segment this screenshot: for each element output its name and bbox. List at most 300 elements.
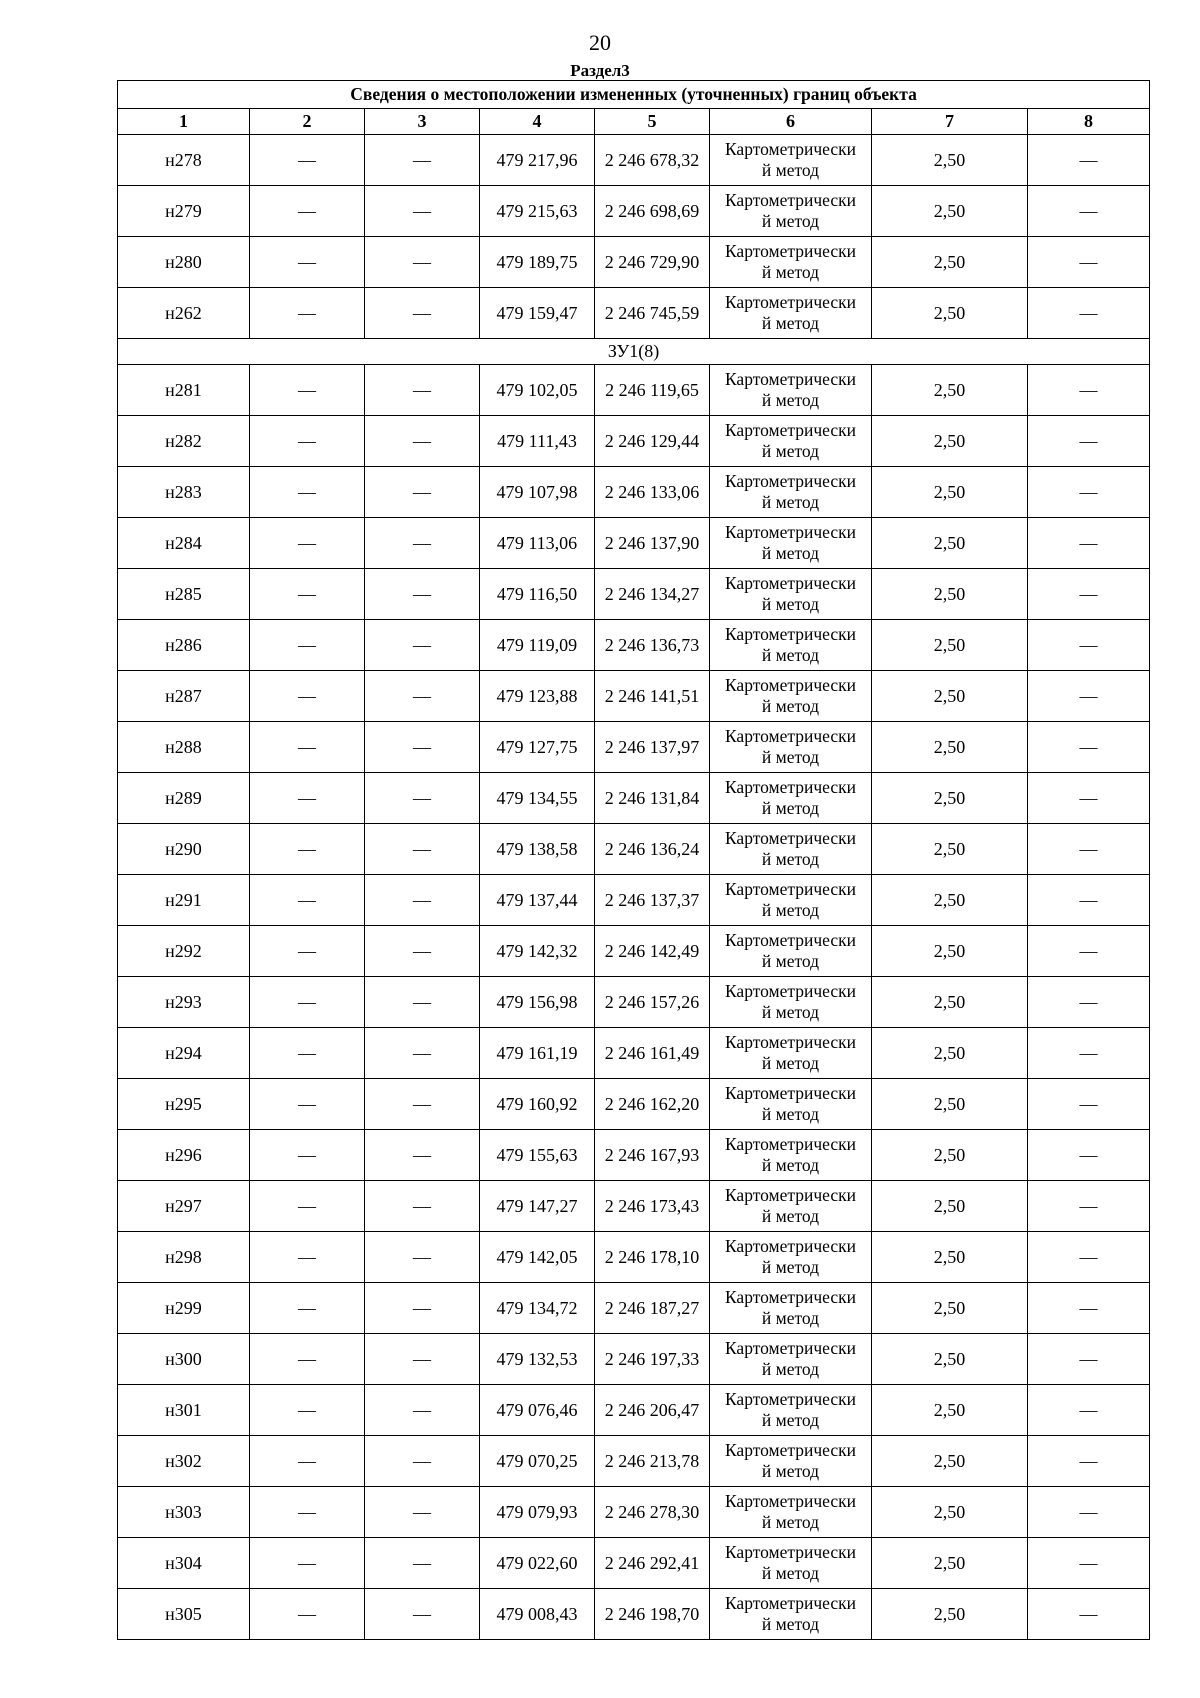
coordinate-x: 479 070,25 [480, 1436, 595, 1487]
table-row [118, 977, 1150, 1028]
method [710, 1334, 872, 1385]
coordinate-x: 479 189,75 [480, 237, 595, 288]
coordinate-y: 2 246 142,49 [595, 926, 710, 977]
cell-col-3: — [365, 1181, 480, 1232]
cell-col-3: — [365, 1028, 480, 1079]
method-line: й метод [761, 1461, 820, 1481]
cell-col-8: — [1028, 1334, 1150, 1385]
cell-col-2: — [250, 1181, 365, 1232]
method-line: й метод [761, 798, 820, 818]
coordinate-y: 2 246 137,97 [595, 722, 710, 773]
coordinate-y: 2 246 131,84 [595, 773, 710, 824]
point-name: н299 [118, 1283, 250, 1334]
point-name: н298 [118, 1232, 250, 1283]
cell-col-3: — [365, 671, 480, 722]
cell-col-2: — [250, 824, 365, 875]
coordinate-y: 2 246 167,93 [595, 1130, 710, 1181]
accuracy: 2,50 [872, 1232, 1028, 1283]
coordinate-y: 2 246 745,59 [595, 288, 710, 339]
coordinate-x: 479 137,44 [480, 875, 595, 926]
coordinate-x: 479 132,53 [480, 1334, 595, 1385]
method-line: й метод [761, 849, 820, 869]
method [710, 671, 872, 722]
table-row [118, 671, 1150, 722]
coordinate-x: 479 156,98 [480, 977, 595, 1028]
method-line: й метод [761, 645, 820, 665]
method [710, 773, 872, 824]
cell-col-3: — [365, 977, 480, 1028]
column-header: 8 [1028, 109, 1150, 135]
column-header-row [118, 109, 1150, 135]
group-row [118, 339, 1150, 365]
coordinates-table [117, 80, 1150, 1640]
cell-col-2: — [250, 875, 365, 926]
method-line: Картометрически [724, 420, 857, 440]
method-line: Картометрически [724, 981, 857, 1001]
table-row [118, 467, 1150, 518]
accuracy: 2,50 [872, 416, 1028, 467]
method [710, 1130, 872, 1181]
accuracy: 2,50 [872, 773, 1028, 824]
method [710, 875, 872, 926]
table-row [118, 1181, 1150, 1232]
cell-col-3: — [365, 824, 480, 875]
method [710, 1385, 872, 1436]
method-line: Картометрически [724, 1542, 857, 1562]
table-row [118, 1079, 1150, 1130]
coordinate-x: 479 123,88 [480, 671, 595, 722]
point-name: н287 [118, 671, 250, 722]
coordinate-x: 479 008,43 [480, 1589, 595, 1640]
coordinate-x: 479 160,92 [480, 1079, 595, 1130]
cell-col-3: — [365, 1283, 480, 1334]
coordinate-x: 479 107,98 [480, 467, 595, 518]
table-caption: Сведения о местоположении измененных (уточненных) границ объекта [118, 81, 1150, 109]
coordinate-y: 2 246 162,20 [595, 1079, 710, 1130]
method [710, 288, 872, 339]
cell-col-2: — [250, 1487, 365, 1538]
point-name: н279 [118, 186, 250, 237]
cell-col-3: — [365, 1385, 480, 1436]
coordinate-y: 2 246 198,70 [595, 1589, 710, 1640]
method-line: й метод [761, 262, 820, 282]
table-row [118, 1130, 1150, 1181]
point-name: н304 [118, 1538, 250, 1589]
accuracy: 2,50 [872, 875, 1028, 926]
accuracy: 2,50 [872, 237, 1028, 288]
method [710, 518, 872, 569]
cell-col-2: — [250, 926, 365, 977]
cell-col-8: — [1028, 1130, 1150, 1181]
method-line: й метод [761, 1002, 820, 1022]
coordinate-y: 2 246 173,43 [595, 1181, 710, 1232]
method-line: й метод [761, 1257, 820, 1277]
accuracy: 2,50 [872, 1283, 1028, 1334]
cell-col-3: — [365, 620, 480, 671]
table-row [118, 1538, 1150, 1589]
cell-col-8: — [1028, 135, 1150, 186]
method-line: Картометрически [724, 1389, 857, 1409]
cell-col-3: — [365, 237, 480, 288]
method-line: Картометрически [724, 777, 857, 797]
coordinate-x: 479 161,19 [480, 1028, 595, 1079]
table-row [118, 1436, 1150, 1487]
method-line: й метод [761, 441, 820, 461]
table-row [118, 1385, 1150, 1436]
coordinate-y: 2 246 178,10 [595, 1232, 710, 1283]
method-line: Картометрически [724, 1287, 857, 1307]
method [710, 1028, 872, 1079]
method [710, 569, 872, 620]
method-line: й метод [761, 1359, 820, 1379]
table-row [118, 237, 1150, 288]
table-row [118, 569, 1150, 620]
method-line: й метод [761, 747, 820, 767]
column-header: 2 [250, 109, 365, 135]
coordinate-x: 479 215,63 [480, 186, 595, 237]
column-header: 6 [710, 109, 872, 135]
cell-col-2: — [250, 1283, 365, 1334]
coordinate-x: 479 076,46 [480, 1385, 595, 1436]
cell-col-3: — [365, 1487, 480, 1538]
cell-col-3: — [365, 416, 480, 467]
cell-col-8: — [1028, 824, 1150, 875]
coordinate-y: 2 246 187,27 [595, 1283, 710, 1334]
cell-col-2: — [250, 1589, 365, 1640]
cell-col-8: — [1028, 977, 1150, 1028]
accuracy: 2,50 [872, 671, 1028, 722]
coordinate-y: 2 246 161,49 [595, 1028, 710, 1079]
method-line: Картометрически [724, 471, 857, 491]
method-line: й метод [761, 1410, 820, 1430]
cell-col-3: — [365, 1130, 480, 1181]
table-row [118, 186, 1150, 237]
accuracy: 2,50 [872, 569, 1028, 620]
table-row [118, 722, 1150, 773]
accuracy: 2,50 [872, 824, 1028, 875]
coordinate-y: 2 246 134,27 [595, 569, 710, 620]
accuracy: 2,50 [872, 518, 1028, 569]
coordinate-y: 2 246 197,33 [595, 1334, 710, 1385]
coordinate-x: 479 134,72 [480, 1283, 595, 1334]
accuracy: 2,50 [872, 1130, 1028, 1181]
coordinate-x: 479 116,50 [480, 569, 595, 620]
column-header: 3 [365, 109, 480, 135]
cell-col-8: — [1028, 186, 1150, 237]
method-line: Картометрически [724, 624, 857, 644]
method-line: й метод [761, 160, 820, 180]
cell-col-2: — [250, 135, 365, 186]
accuracy: 2,50 [872, 1334, 1028, 1385]
cell-col-2: — [250, 237, 365, 288]
table-row [118, 1232, 1150, 1283]
cell-col-3: — [365, 135, 480, 186]
group-label: ЗУ1(8) [118, 339, 1150, 365]
cell-col-3: — [365, 1334, 480, 1385]
accuracy: 2,50 [872, 977, 1028, 1028]
method [710, 237, 872, 288]
cell-col-8: — [1028, 1283, 1150, 1334]
coordinate-y: 2 246 136,24 [595, 824, 710, 875]
column-header: 1 [118, 109, 250, 135]
method [710, 416, 872, 467]
method-line: Картометрически [724, 139, 857, 159]
cell-col-3: — [365, 1538, 480, 1589]
coordinate-x: 479 217,96 [480, 135, 595, 186]
method-line: й метод [761, 543, 820, 563]
table-caption-row [118, 81, 1150, 109]
cell-col-8: — [1028, 1589, 1150, 1640]
method-line: Картометрически [724, 879, 857, 899]
cell-col-2: — [250, 416, 365, 467]
method [710, 365, 872, 416]
point-name: н305 [118, 1589, 250, 1640]
cell-col-8: — [1028, 1538, 1150, 1589]
method-line: й метод [761, 211, 820, 231]
point-name: н288 [118, 722, 250, 773]
cell-col-8: — [1028, 416, 1150, 467]
coordinate-y: 2 246 137,90 [595, 518, 710, 569]
point-name: н282 [118, 416, 250, 467]
coordinate-y: 2 246 278,30 [595, 1487, 710, 1538]
table-row [118, 926, 1150, 977]
cell-col-2: — [250, 1232, 365, 1283]
point-name: н284 [118, 518, 250, 569]
method [710, 1538, 872, 1589]
method [710, 1181, 872, 1232]
accuracy: 2,50 [872, 1487, 1028, 1538]
point-name: н301 [118, 1385, 250, 1436]
accuracy: 2,50 [872, 1538, 1028, 1589]
table-row [118, 1589, 1150, 1640]
method-line: Картометрически [724, 1236, 857, 1256]
table-row [118, 1334, 1150, 1385]
method-line: Картометрически [724, 573, 857, 593]
method [710, 1487, 872, 1538]
cell-col-8: — [1028, 1487, 1150, 1538]
table-row [118, 135, 1150, 186]
point-name: н293 [118, 977, 250, 1028]
accuracy: 2,50 [872, 620, 1028, 671]
cell-col-2: — [250, 1334, 365, 1385]
table-row [118, 518, 1150, 569]
cell-col-8: — [1028, 1181, 1150, 1232]
cell-col-8: — [1028, 722, 1150, 773]
cell-col-2: — [250, 365, 365, 416]
accuracy: 2,50 [872, 135, 1028, 186]
cell-col-3: — [365, 1232, 480, 1283]
coordinate-x: 479 127,75 [480, 722, 595, 773]
cell-col-8: — [1028, 1232, 1150, 1283]
coordinate-y: 2 246 136,73 [595, 620, 710, 671]
method-line: Картометрически [724, 1083, 857, 1103]
cell-col-3: — [365, 365, 480, 416]
coordinate-x: 479 159,47 [480, 288, 595, 339]
method-line: Картометрически [724, 930, 857, 950]
cell-col-3: — [365, 1079, 480, 1130]
point-name: н292 [118, 926, 250, 977]
cell-col-3: — [365, 875, 480, 926]
point-name: н300 [118, 1334, 250, 1385]
method-line: й метод [761, 1206, 820, 1226]
coordinate-y: 2 246 119,65 [595, 365, 710, 416]
point-name: н303 [118, 1487, 250, 1538]
cell-col-8: — [1028, 518, 1150, 569]
method-line: Картометрически [724, 1134, 857, 1154]
coordinate-y: 2 246 129,44 [595, 416, 710, 467]
method-line: Картометрически [724, 1032, 857, 1052]
accuracy: 2,50 [872, 1181, 1028, 1232]
table-row [118, 620, 1150, 671]
table-row [118, 365, 1150, 416]
accuracy: 2,50 [872, 722, 1028, 773]
method-line: Картометрически [724, 292, 857, 312]
coordinate-x: 479 142,32 [480, 926, 595, 977]
method-line: й метод [761, 1053, 820, 1073]
method-line: й метод [761, 313, 820, 333]
coordinate-x: 479 022,60 [480, 1538, 595, 1589]
coordinate-x: 479 102,05 [480, 365, 595, 416]
method-line: й метод [761, 900, 820, 920]
method [710, 722, 872, 773]
cell-col-2: — [250, 1079, 365, 1130]
method-line: й метод [761, 1308, 820, 1328]
point-name: н295 [118, 1079, 250, 1130]
cell-col-3: — [365, 773, 480, 824]
method-line: Картометрически [724, 190, 857, 210]
cell-col-3: — [365, 1436, 480, 1487]
cell-col-3: — [365, 926, 480, 977]
cell-col-8: — [1028, 237, 1150, 288]
method [710, 467, 872, 518]
method [710, 186, 872, 237]
cell-col-2: — [250, 569, 365, 620]
table-body [118, 81, 1150, 1640]
accuracy: 2,50 [872, 1385, 1028, 1436]
method-line: й метод [761, 594, 820, 614]
cell-col-3: — [365, 1589, 480, 1640]
coordinate-y: 2 246 157,26 [595, 977, 710, 1028]
cell-col-2: — [250, 186, 365, 237]
coordinate-x: 479 134,55 [480, 773, 595, 824]
cell-col-3: — [365, 186, 480, 237]
cell-col-8: — [1028, 773, 1150, 824]
method [710, 1079, 872, 1130]
table-row [118, 416, 1150, 467]
cell-col-2: — [250, 977, 365, 1028]
point-name: н278 [118, 135, 250, 186]
coordinate-x: 479 111,43 [480, 416, 595, 467]
cell-col-8: — [1028, 1385, 1150, 1436]
point-name: н296 [118, 1130, 250, 1181]
point-name: н262 [118, 288, 250, 339]
method-line: й метод [761, 1512, 820, 1532]
point-name: н281 [118, 365, 250, 416]
table-row [118, 1283, 1150, 1334]
method-line: Картометрически [724, 828, 857, 848]
point-name: н291 [118, 875, 250, 926]
method-line: й метод [761, 492, 820, 512]
accuracy: 2,50 [872, 1589, 1028, 1640]
cell-col-2: — [250, 1130, 365, 1181]
method [710, 1232, 872, 1283]
point-name: н294 [118, 1028, 250, 1079]
cell-col-2: — [250, 671, 365, 722]
cell-col-2: — [250, 722, 365, 773]
method-line: й метод [761, 1563, 820, 1583]
method-line: Картометрически [724, 1440, 857, 1460]
table-row [118, 824, 1150, 875]
cell-col-8: — [1028, 1079, 1150, 1130]
method-line: Картометрически [724, 1593, 857, 1613]
cell-col-8: — [1028, 926, 1150, 977]
accuracy: 2,50 [872, 1436, 1028, 1487]
coordinate-y: 2 246 213,78 [595, 1436, 710, 1487]
method-line: й метод [761, 951, 820, 971]
point-name: н286 [118, 620, 250, 671]
method-line: й метод [761, 390, 820, 410]
accuracy: 2,50 [872, 288, 1028, 339]
accuracy: 2,50 [872, 186, 1028, 237]
cell-col-3: — [365, 467, 480, 518]
coordinate-x: 479 119,09 [480, 620, 595, 671]
method-line: Картометрически [724, 1338, 857, 1358]
cell-col-3: — [365, 569, 480, 620]
cell-col-2: — [250, 288, 365, 339]
point-name: н290 [118, 824, 250, 875]
section-title: Раздел3 [570, 61, 630, 80]
cell-col-3: — [365, 518, 480, 569]
method-line: Картометрически [724, 1491, 857, 1511]
method-line: й метод [761, 1614, 820, 1634]
coordinate-x: 479 155,63 [480, 1130, 595, 1181]
point-name: н289 [118, 773, 250, 824]
method [710, 926, 872, 977]
method [710, 977, 872, 1028]
cell-col-2: — [250, 1436, 365, 1487]
point-name: н302 [118, 1436, 250, 1487]
cell-col-8: — [1028, 1028, 1150, 1079]
column-header: 7 [872, 109, 1028, 135]
coordinate-x: 479 138,58 [480, 824, 595, 875]
table-row [118, 1028, 1150, 1079]
cell-col-2: — [250, 467, 365, 518]
cell-col-2: — [250, 518, 365, 569]
table-row [118, 288, 1150, 339]
coordinate-y: 2 246 729,90 [595, 237, 710, 288]
method [710, 824, 872, 875]
point-name: н283 [118, 467, 250, 518]
cell-col-8: — [1028, 569, 1150, 620]
cell-col-8: — [1028, 875, 1150, 926]
method [710, 1589, 872, 1640]
cell-col-2: — [250, 620, 365, 671]
method [710, 620, 872, 671]
cell-col-8: — [1028, 365, 1150, 416]
table-row [118, 1487, 1150, 1538]
coordinate-x: 479 147,27 [480, 1181, 595, 1232]
method-line: й метод [761, 1104, 820, 1124]
method [710, 1436, 872, 1487]
method-line: Картометрически [724, 522, 857, 542]
cell-col-8: — [1028, 671, 1150, 722]
cell-col-8: — [1028, 288, 1150, 339]
coordinate-y: 2 246 133,06 [595, 467, 710, 518]
coordinate-y: 2 246 292,41 [595, 1538, 710, 1589]
cell-col-2: — [250, 773, 365, 824]
coordinate-x: 479 079,93 [480, 1487, 595, 1538]
accuracy: 2,50 [872, 467, 1028, 518]
